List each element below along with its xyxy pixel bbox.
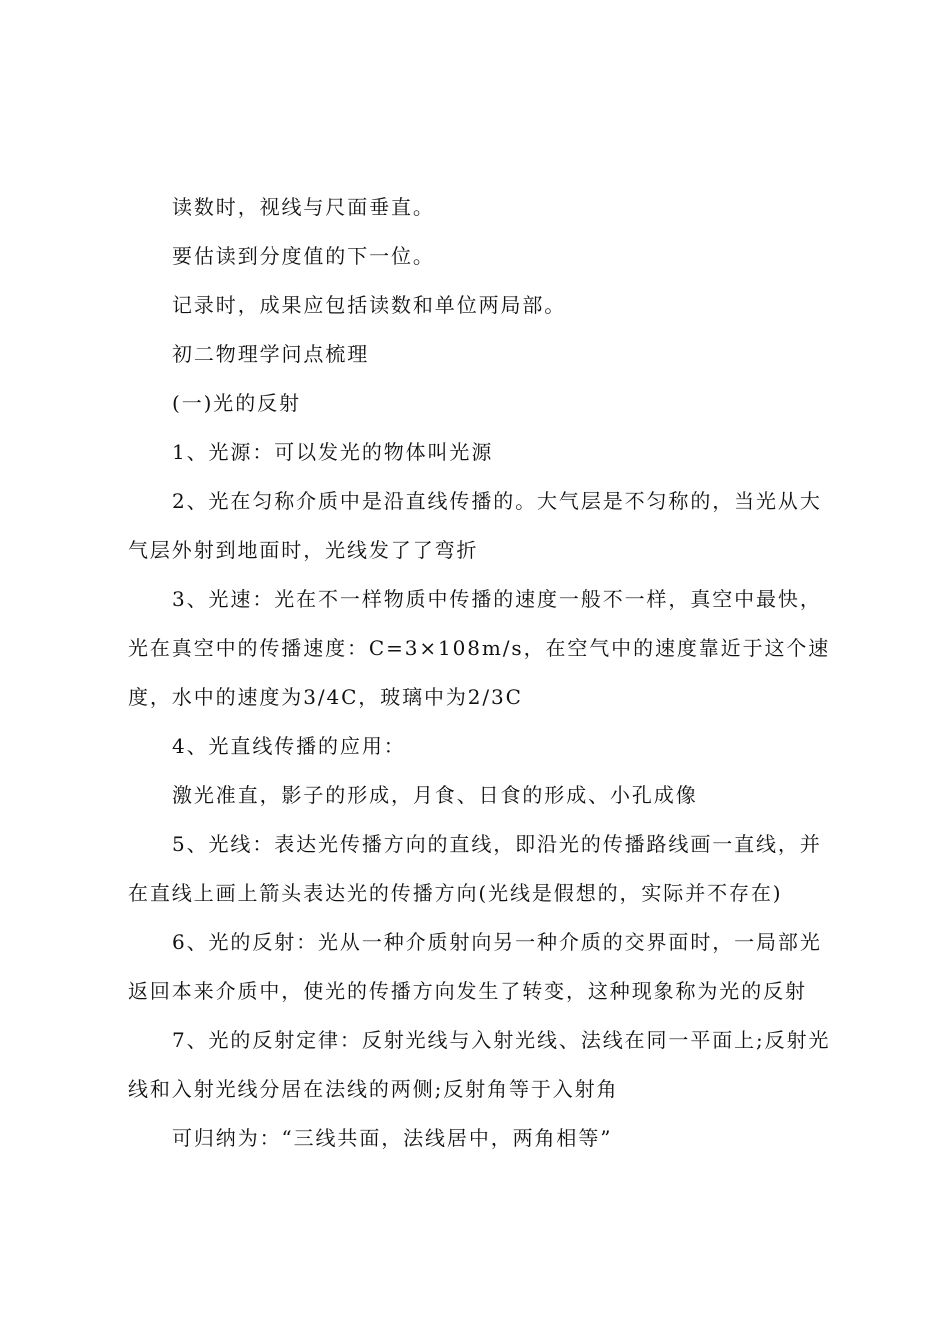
item-summary: 可归纳为：“三线共面，法线居中，两角相等” xyxy=(172,1126,613,1150)
item-applications-heading: 4、光直线传播的应用： xyxy=(172,734,406,758)
paragraph-record-result: 记录时，成果应包括读数和单位两局部。 xyxy=(172,293,567,317)
item-light-ray: 5、光线：表达光传播方向的直线，即沿光的传播路线画一直线，并在直线上画上箭头表达光的传播方向(光线是假想的，实际并不存在) xyxy=(128,832,822,905)
section-title: 初二物理学问点梳理 xyxy=(172,342,370,366)
paragraph-estimate-digit: 要估读到分度值的下一位。 xyxy=(172,244,435,268)
item-reflection-law: 7、光的反射定律：反射光线与入射光线、法线在同一平面上;反射光线和入射光线分居在法线的两侧;反射角等于入射角 xyxy=(128,1028,831,1101)
paragraph-reading-perpendicular: 读数时，视线与尺面垂直。 xyxy=(172,195,435,219)
item-reflection: 6、光的反射：光从一种介质射向另一种介质的交界面时，一局部光返回本来介质中，使光的传播方向发生了转变，这种现象称为光的反射 xyxy=(128,930,822,1003)
document-body xyxy=(128,183,834,1163)
item-light-source: 1、光源：可以发光的物体叫光源 xyxy=(172,440,494,464)
item-straight-propagation: 2、光在匀称介质中是沿直线传播的。大气层是不匀称的，当光从大气层外射到地面时，光线发了了弯折 xyxy=(128,489,822,562)
item-light-speed: 3、光速：光在不一样物质中传播的速度一般不一样，真空中最快，光在真空中的传播速度：C=3×108m/s，在空气中的速度靠近于这个速度，水中的速度为3/4C，玻璃中为2/3C xyxy=(128,587,831,709)
subsection-title: (一)光的反射 xyxy=(172,391,301,415)
item-applications-list: 激光准直，影子的形成，月食、日食的形成、小孔成像 xyxy=(172,783,698,807)
